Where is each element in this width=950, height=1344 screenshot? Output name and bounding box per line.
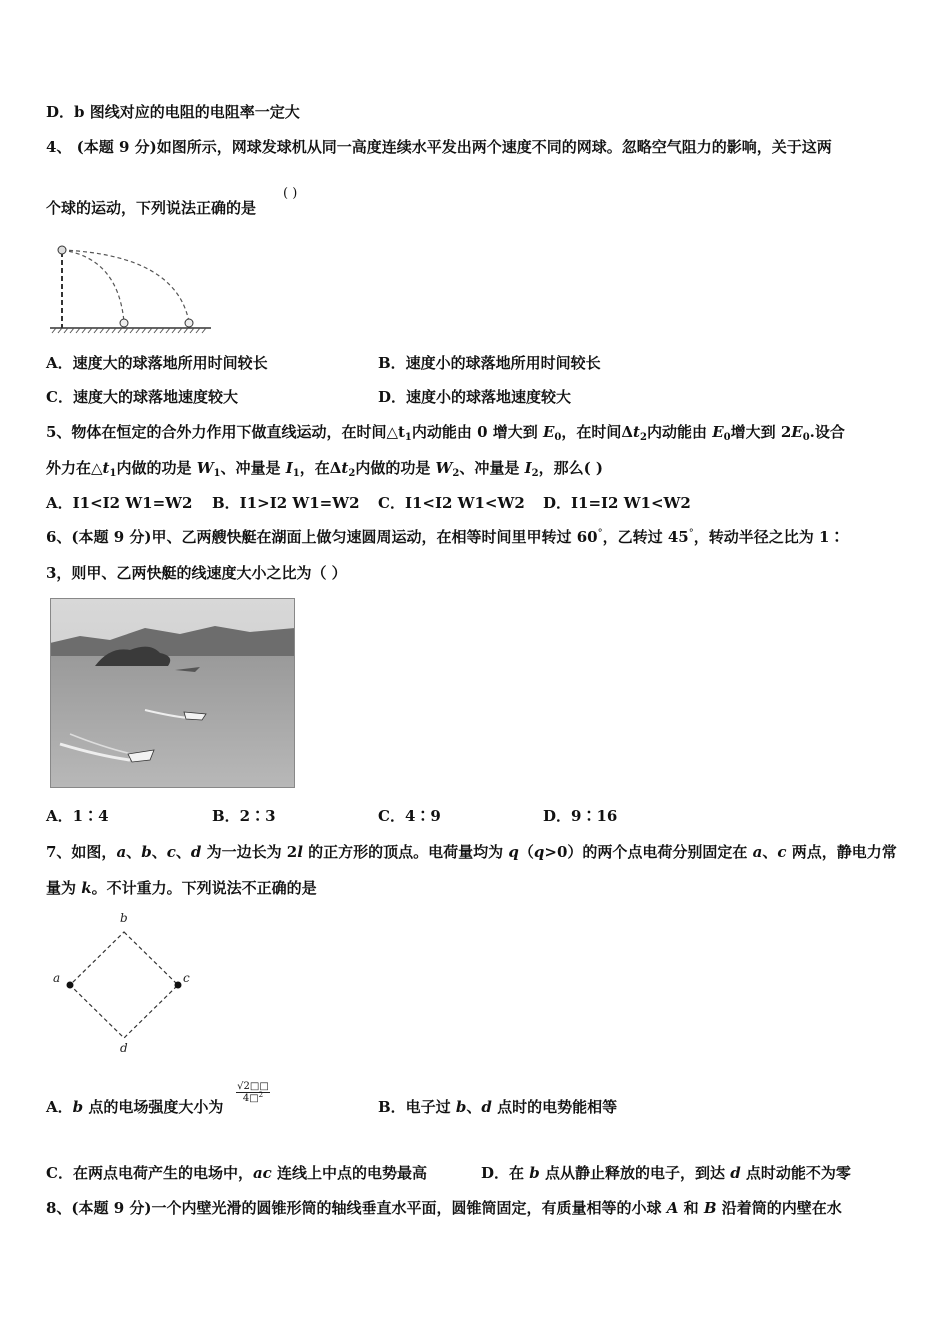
q4-option-b: B．速度小的球落地所用时间较长	[378, 354, 601, 372]
charge-c	[175, 982, 182, 989]
q7-option-a-formula	[236, 1081, 270, 1104]
q4-answer-paren: ( )	[283, 186, 298, 201]
q5-stem-line2: 外力在$\triangle t_1$内做的功是 $W_1$、冲量是 $I_1$，在$\Delta t_2$内做的功是 $W_2$、冲量是 $I_2$，那么( )	[46, 459, 604, 479]
q4-stem-line2: 个球的运动，下列说法正确的是	[46, 199, 257, 217]
q7-option-a: A．b 点的电场强度大小为	[46, 1098, 224, 1116]
q4-option-c: C．速度大的球落地速度较大	[46, 388, 238, 406]
lake-water	[50, 656, 295, 788]
q4-stem-line1: 4、 (本题 9 分)如图所示，网球发球机从同一高度连续水平发出两个速度不同的网球。忽略空气阻力的影响，关于这两	[46, 138, 832, 156]
q7-option-d: D．在 b 点从静止释放的电子，到达 d 点时动能不为零	[481, 1164, 851, 1182]
q8-stem-line1: 8、(本题 9 分)一个内壁光滑的圆锥形筒的轴线垂直水平面，圆锥筒固定，有质量相等的小球 A 和 B 沿着筒的内壁在水	[46, 1199, 842, 1217]
q3-option-d: D．b 图线对应的电阻的电阻率一定大	[46, 103, 300, 121]
q7-stem-line1: 7、如图，a、b、c、d 为一边长为 2l 的正方形的顶点。电荷量均为 q（q>0）的两个点电荷分别固定在 a、c 两点，静电力常	[46, 843, 897, 861]
q5-option-c: C．I1<I2 W1<W2	[378, 494, 525, 512]
charge-a	[67, 982, 74, 989]
q6-option-c: C．4∶9	[378, 807, 441, 825]
formula-denominator: 4□$^2$	[242, 1091, 264, 1104]
q7-stem-line2: 量为 k。不计重力。下列说法不正确的是	[46, 879, 317, 897]
q4-option-d: D．速度小的球落地速度较大	[378, 388, 572, 406]
launcher-ball	[58, 246, 66, 254]
q6-option-b: B．2∶3	[212, 807, 276, 825]
ball-slow	[120, 319, 128, 327]
vertex-c-label: c	[183, 971, 190, 985]
q5-option-d: D．I1=I2 W1<W2	[543, 494, 691, 512]
vertex-b-label: b	[120, 911, 128, 925]
q5-option-a: A．I1<I2 W1=W2	[46, 494, 193, 512]
q7-option-b: B．电子过 b、d 点时的电势能相等	[378, 1098, 618, 1116]
q6-option-d: D．9∶16	[543, 807, 618, 825]
ball-fast	[185, 319, 193, 327]
square-outline	[70, 932, 178, 1038]
formula-numerator: √2□□	[237, 1081, 269, 1092]
q6-speedboat-photo	[50, 598, 295, 788]
trajectory-slow	[62, 250, 124, 322]
q6-stem-line1: 6、(本题 9 分)甲、乙两艘快艇在湖面上做匀速圆周运动，在相等时间里甲转过 60°，乙转过 45°，转动半径之比为 1∶	[46, 528, 845, 546]
q4-tennis-diagram	[46, 240, 216, 335]
q5-option-b: B．I1>I2 W1=W2	[212, 494, 360, 512]
q5-stem-line1: 5、物体在恒定的合外力作用下做直线运动，在时间$\triangle t_1$内动能由 0 增大到 $E_0$，在时间$\Delta t_2$内动能由 $E_0$增大到 $2E_0$.设合	[46, 423, 845, 443]
vertex-a-label: a	[53, 971, 61, 985]
trajectory-fast	[62, 250, 189, 322]
q6-stem-line2: 3，则甲、乙两快艇的线速度大小之比为（ ）	[46, 564, 347, 582]
q7-option-c: C．在两点电荷产生的电场中，ac 连线上中点的电势最高	[46, 1164, 428, 1182]
q7-square-diagram	[46, 906, 206, 1056]
q6-option-a: A．1∶4	[46, 807, 109, 825]
q4-option-a: A．速度大的球落地所用时间较长	[46, 354, 268, 372]
vertex-d-label: d	[120, 1041, 128, 1055]
